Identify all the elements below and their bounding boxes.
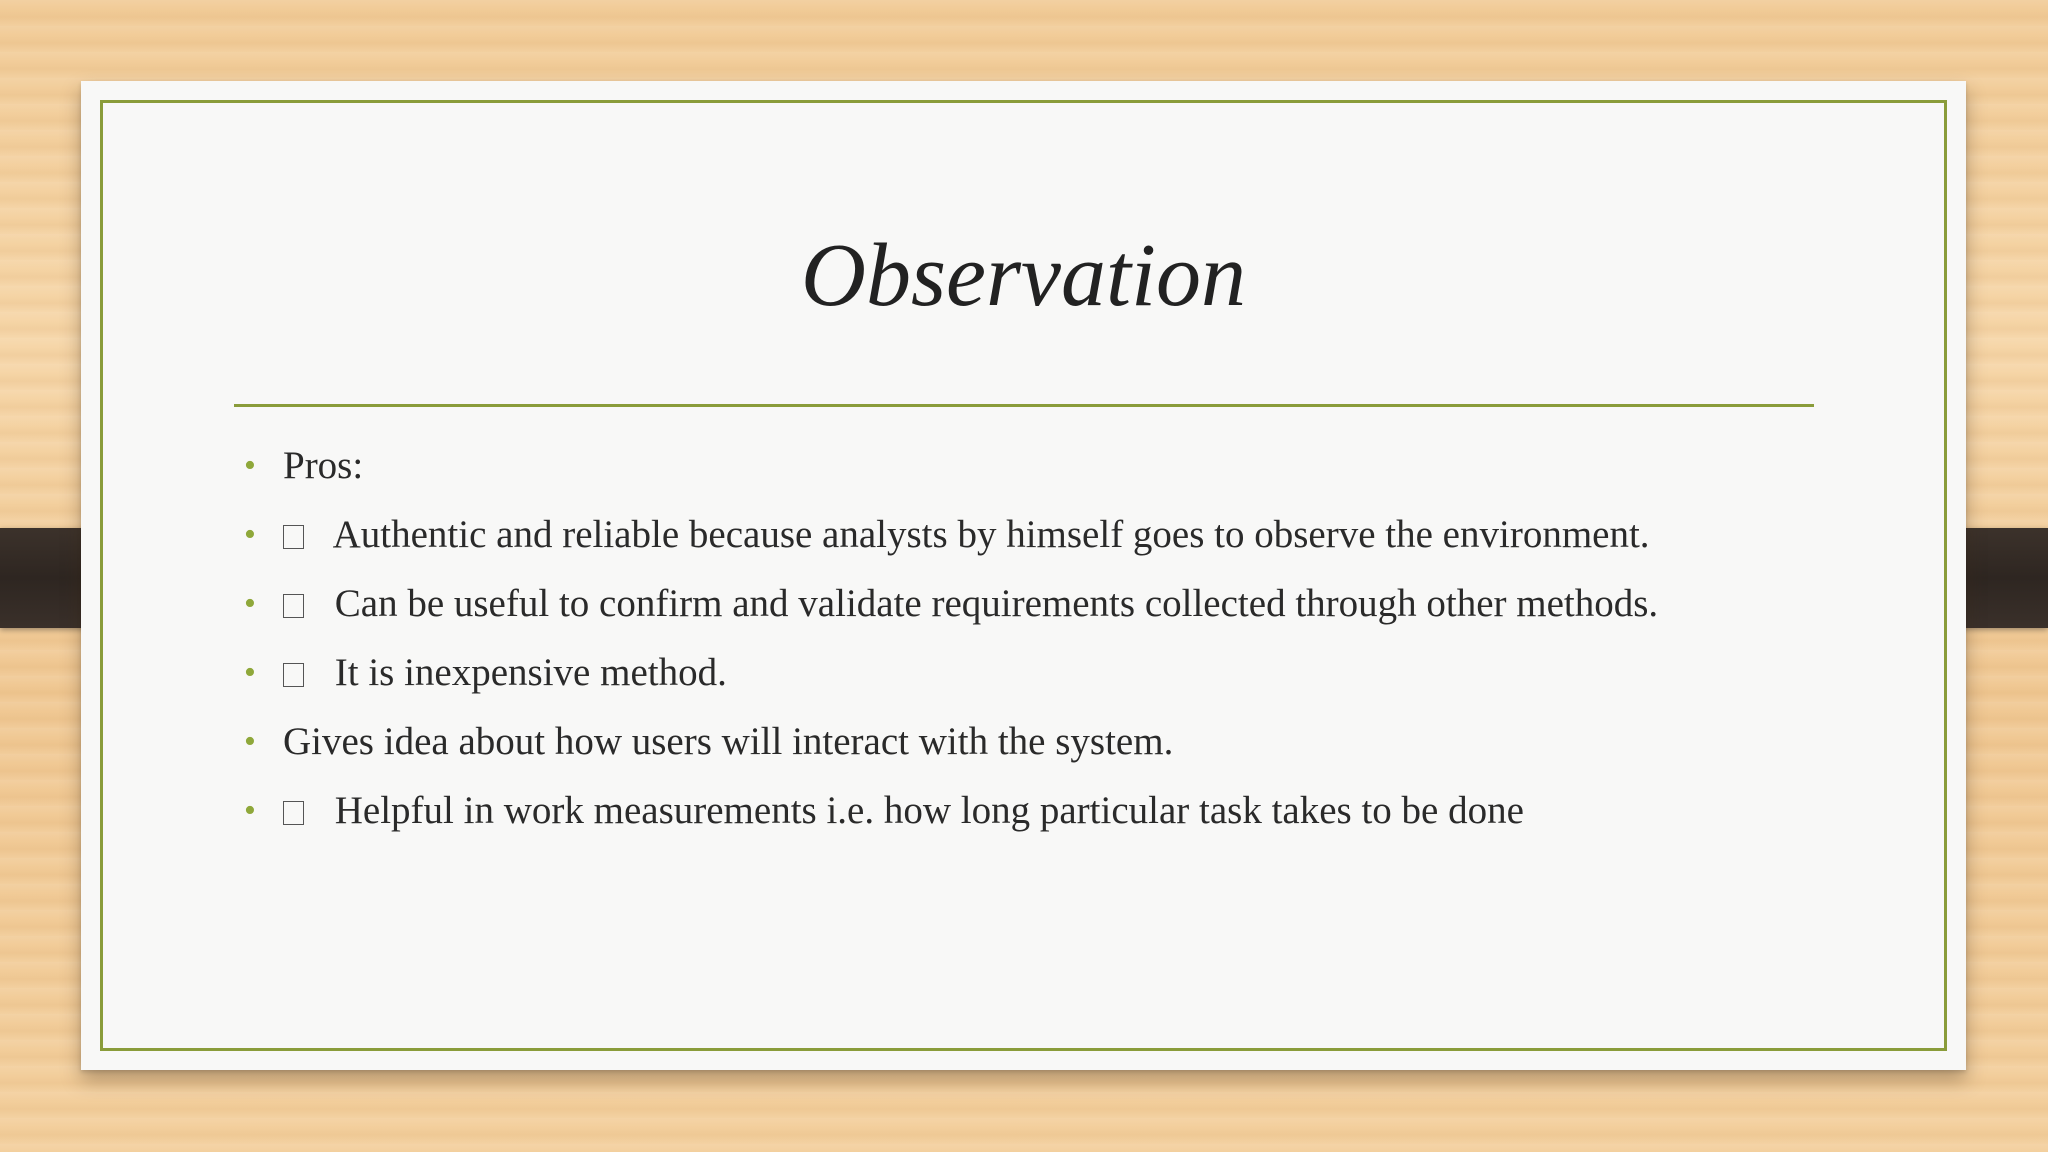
bullet-text: Pros:	[283, 444, 364, 487]
bullet-item-authentic	[234, 500, 1658, 569]
bullet-text: Can be useful to confirm and validate requirements collected through other methods.	[334, 582, 1659, 625]
slide-card	[81, 81, 1966, 1070]
slide-title: Observation	[801, 226, 1246, 325]
missing-glyph-box-icon	[283, 594, 304, 618]
missing-glyph-box-icon	[283, 663, 304, 687]
bullet-item-validate	[234, 569, 1658, 638]
bullet-dot-icon: •	[244, 516, 256, 553]
bullet-text: Gives idea about how users will interact with the system.	[283, 720, 1174, 763]
bullet-item-pros	[234, 431, 1658, 500]
bullet-item-inexpensive	[234, 638, 1658, 707]
bullet-dot-icon: •	[244, 585, 256, 622]
bullet-list	[234, 431, 1658, 845]
bullet-item-measurements	[234, 776, 1658, 845]
bullet-text: Authentic and reliable because analysts by himself goes to observe the environment.	[332, 513, 1650, 556]
bullet-text: It is inexpensive method.	[334, 651, 727, 694]
missing-glyph-box-icon	[283, 801, 304, 825]
bullet-dot-icon: •	[244, 723, 256, 760]
bullet-dot-icon: •	[244, 447, 256, 484]
bullet-dot-icon: •	[244, 792, 256, 829]
title-divider	[234, 404, 1814, 407]
bullet-text: Helpful in work measurements i.e. how long particular task takes to be done	[334, 789, 1524, 832]
missing-glyph-box-icon	[283, 525, 304, 549]
bullet-dot-icon: •	[244, 654, 256, 691]
bullet-item-interaction	[234, 707, 1658, 776]
